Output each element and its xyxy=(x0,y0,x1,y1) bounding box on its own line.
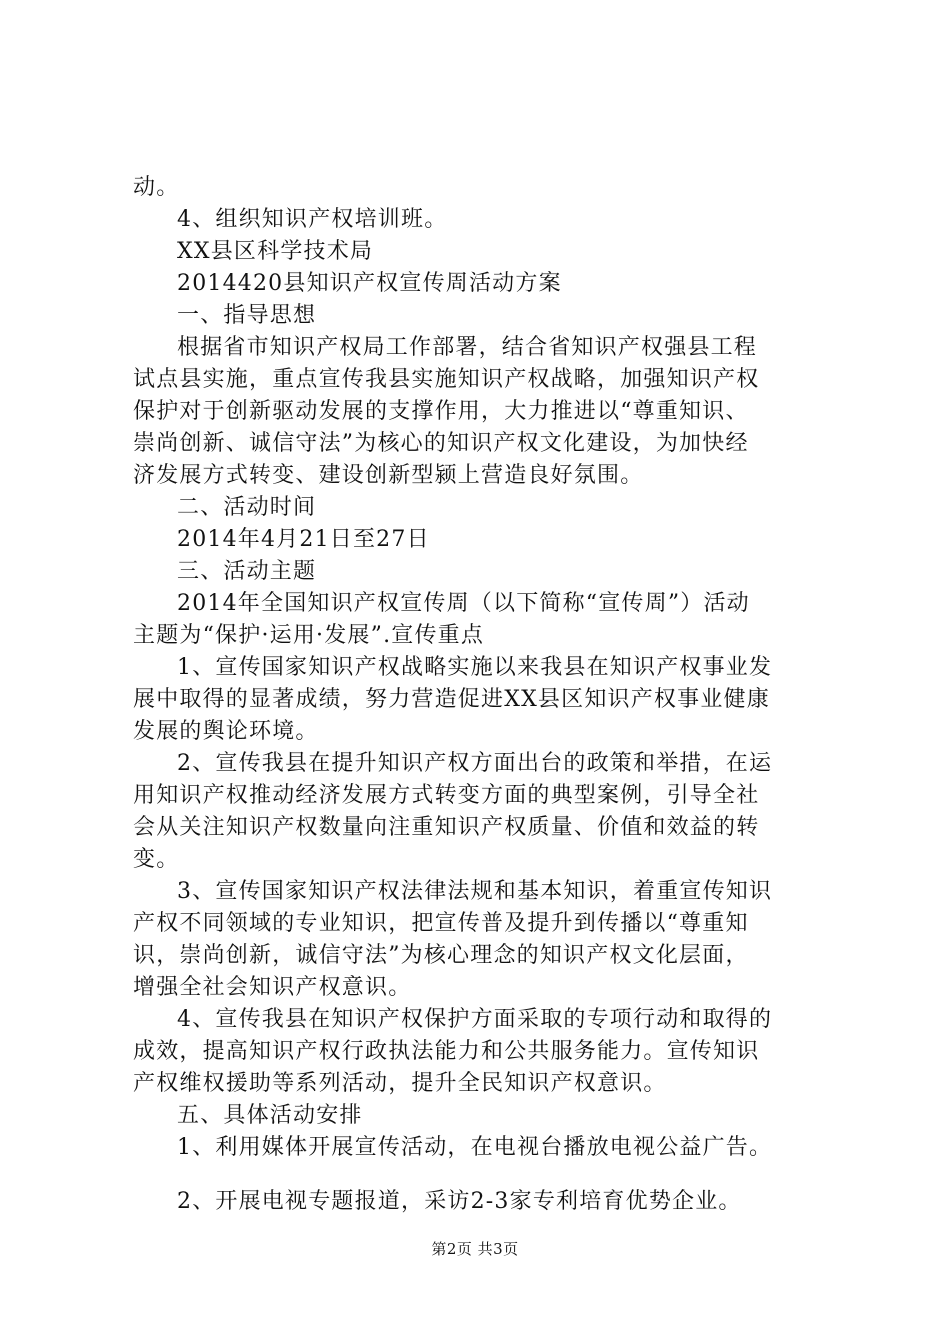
paragraph-line: 成效，提高知识产权行政执法能力和公共服务能力。宣传知识 xyxy=(133,1039,760,1064)
paragraph-line: 2014年4月21日至27日 xyxy=(177,527,430,552)
list-item: 2、开展电视专题报道，采访2-3家专利培育优势企业。 xyxy=(177,1189,742,1214)
list-item: 4、组织知识产权培训班。 xyxy=(177,207,448,232)
paragraph-line: 4、宣传我县在知识产权保护方面采取的专项行动和取得的 xyxy=(177,1007,773,1032)
document-body xyxy=(133,172,833,1218)
section-heading: 二、活动时间 xyxy=(177,495,317,520)
paragraph-line: 产权维权援助等系列活动，提升全民知识产权意识。 xyxy=(133,1071,667,1096)
paragraph-line: 根据省市知识产权局工作部署，结合省知识产权强县工程 xyxy=(177,335,758,360)
page-number-footer: 第2页 共3页 xyxy=(431,1240,519,1258)
paragraph-line: 变。 xyxy=(133,847,180,872)
paragraph-line: 2014年全国知识产权宣传周（以下简称“宣传周”）活动 xyxy=(177,591,750,616)
list-item: 1、利用媒体开展宣传活动，在电视台播放电视公益广告。 xyxy=(177,1135,773,1160)
document-title: 2014420县知识产权宣传周活动方案 xyxy=(177,271,562,296)
paragraph-line: 主题为“保护·运用·发展”.宣传重点 xyxy=(133,623,485,648)
paragraph-line: 试点县实施，重点宣传我县实施知识产权战略，加强知识产权 xyxy=(133,367,760,392)
text-line: 动。 xyxy=(133,175,180,200)
paragraph-gap xyxy=(133,1164,833,1186)
organization-name: XX县区科学技术局 xyxy=(177,239,374,264)
paragraph-line: 展中取得的显著成绩，努力营造促进XX县区知识产权事业健康 xyxy=(133,687,770,712)
section-heading: 三、活动主题 xyxy=(177,559,317,584)
section-heading: 一、指导思想 xyxy=(177,303,317,328)
paragraph-line: 2、宣传我县在提升知识产权方面出台的政策和举措，在运 xyxy=(177,751,773,776)
paragraph-line: 1、宣传国家知识产权战略实施以来我县在知识产权事业发 xyxy=(177,655,773,680)
paragraph-line: 会从关注知识产权数量向注重知识产权质量、价值和效益的转 xyxy=(133,815,760,840)
paragraph-line: 济发展方式转变、建设创新型颍上营造良好氛围。 xyxy=(133,463,644,488)
paragraph-line: 识，崇尚创新，诚信守法”为核心理念的知识产权文化层面， xyxy=(133,943,749,968)
paragraph-line: 3、宣传国家知识产权法律法规和基本知识，着重宣传知识 xyxy=(177,879,773,904)
paragraph-line: 发展的舆论环境。 xyxy=(133,719,319,744)
section-heading: 五、具体活动安排 xyxy=(177,1103,363,1128)
paragraph-line: 用知识产权推动经济发展方式转变方面的典型案例，引导全社 xyxy=(133,783,760,808)
paragraph-line: 崇尚创新、诚信守法”为核心的知识产权文化建设，为加快经 xyxy=(133,431,749,456)
paragraph-line: 保护对于创新驱动发展的支撑作用，大力推进以“尊重知识、 xyxy=(133,399,749,424)
paragraph-line: 产权不同领域的专业知识，把宣传普及提升到传播以“尊重知 xyxy=(133,911,749,936)
paragraph-line: 增强全社会知识产权意识。 xyxy=(133,975,412,1000)
